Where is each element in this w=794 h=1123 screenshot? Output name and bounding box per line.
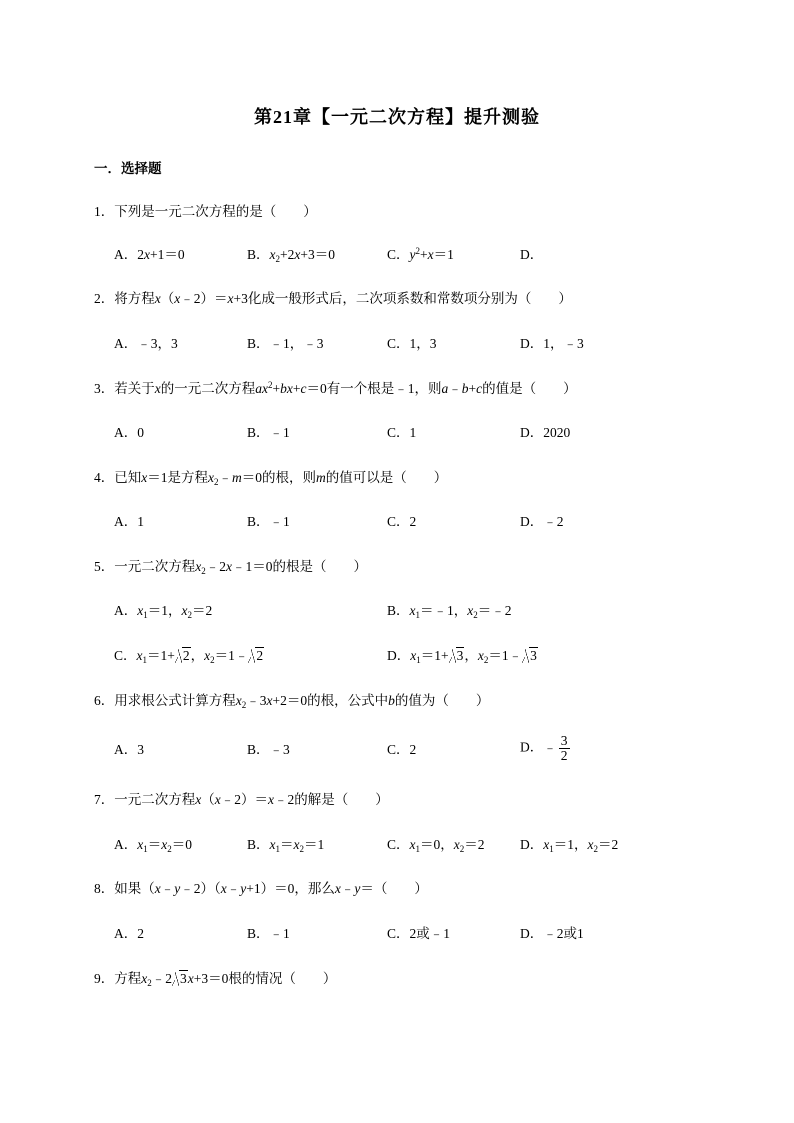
question-6-option-c: C．2 xyxy=(387,742,417,757)
question-6-options xyxy=(114,733,754,765)
question-3: 3．若关于x的一元二次方程$ax^2+bx+c=0$有一个根是﹣1，则a﹣b+c的值是（ ） xyxy=(94,380,577,396)
question-1: 1．下列是一元二次方程的是（ ） xyxy=(94,204,317,219)
question-5: 5．一元二次方程$x_2﹣2x﹣1=0$的根是（ ） xyxy=(94,559,367,576)
question-7: 7．一元二次方程x（x﹣2）＝x﹣2的解是（ ） xyxy=(94,792,389,807)
question-2-option-b: B．﹣1，﹣3 xyxy=(247,336,324,351)
question-6: 6．用求根公式计算方程$x_2﹣3x+2=0$的根，公式中b的值为（ ） xyxy=(94,693,490,710)
question-2: 2．将方程x（x﹣2）＝x+3化成一般形式后，二次项系数和常数项分别为（ ） xyxy=(94,291,572,306)
question-7-options xyxy=(114,836,754,860)
question-1-option-d: D． xyxy=(520,247,544,262)
question-3-option-a: A．0 xyxy=(114,425,144,440)
question-4-option-d: D．﹣2 xyxy=(520,514,564,529)
question-8-options xyxy=(114,925,754,949)
question-8-option-b: B．﹣1 xyxy=(247,926,290,941)
question-2-option-c: C．1，3 xyxy=(387,336,437,351)
question-8-option-a: A．2 xyxy=(114,926,144,941)
question-1-option-a: A．2x+1＝0 xyxy=(114,247,185,262)
question-5-option-a: A．$x_1=1$，$x_2=2$ xyxy=(114,603,213,620)
question-7-option-d: D．$x_1=1$，$x_2=2$ xyxy=(520,837,619,854)
question-6-option-b: B．﹣3 xyxy=(247,742,290,757)
question-4-option-a: A．1 xyxy=(114,514,144,529)
question-5-option-c: C．$x_1=1+ 2$，$x_2=1﹣$ 2 xyxy=(114,648,264,665)
question-7-option-b: B．$x_1=x_2=1$ xyxy=(247,837,325,854)
question-4-option-c: C．2 xyxy=(387,514,417,529)
question-4-option-b: B．﹣1 xyxy=(247,514,290,529)
question-5-options-row-1 xyxy=(114,602,754,626)
question-6-option-a: A．3 xyxy=(114,742,144,757)
question-3-options xyxy=(114,424,754,448)
question-2-options xyxy=(114,335,754,359)
question-3-option-c: C．1 xyxy=(387,425,417,440)
question-3-option-d: D．2020 xyxy=(520,425,571,440)
question-2-option-a: A．﹣3，3 xyxy=(114,336,178,351)
question-5-option-b: B．$x_1=﹣1$，$x_2=﹣2$ xyxy=(387,603,512,620)
question-2-option-d: D．1，﹣3 xyxy=(520,336,584,351)
question-4: 4．已知x＝1是方程$x_2﹣m=0$的根，则m的值可以是（ ） xyxy=(94,470,448,487)
question-6-option-d: D．﹣ $\frac{3}{2}$ xyxy=(520,733,568,763)
question-9: 9．方程$x_2﹣2$ 3x+3＝0根的情况（ ） xyxy=(94,971,337,988)
question-5-options-row-2 xyxy=(114,647,754,671)
page-title: 第21章【一元二次方程】提升测验 xyxy=(254,107,540,127)
question-5-option-d: D．$x_1=1+ 3$，$x_2=1﹣$ 3 xyxy=(387,648,537,665)
question-7-option-c: C．$x_1=0$，$x_2=2$ xyxy=(387,837,485,854)
question-1-option-b: B．$x_2+2x+3=0$ xyxy=(247,247,336,264)
question-8-option-d: D．﹣2或1 xyxy=(520,926,584,941)
question-8: 8．如果（x﹣y﹣2）（x﹣y+1）＝0，那么x﹣y＝（ ） xyxy=(94,881,428,896)
question-3-option-b: B．﹣1 xyxy=(247,425,290,440)
question-1-options xyxy=(114,246,754,270)
question-4-options xyxy=(114,513,754,537)
section-heading: 一．选择题 xyxy=(94,161,162,176)
question-8-option-c: C．2或﹣1 xyxy=(387,926,451,941)
question-7-option-a: A．$x_1=x_2=0$ xyxy=(114,837,192,854)
question-1-option-c: C．$y^2+x=1$ xyxy=(387,246,454,262)
